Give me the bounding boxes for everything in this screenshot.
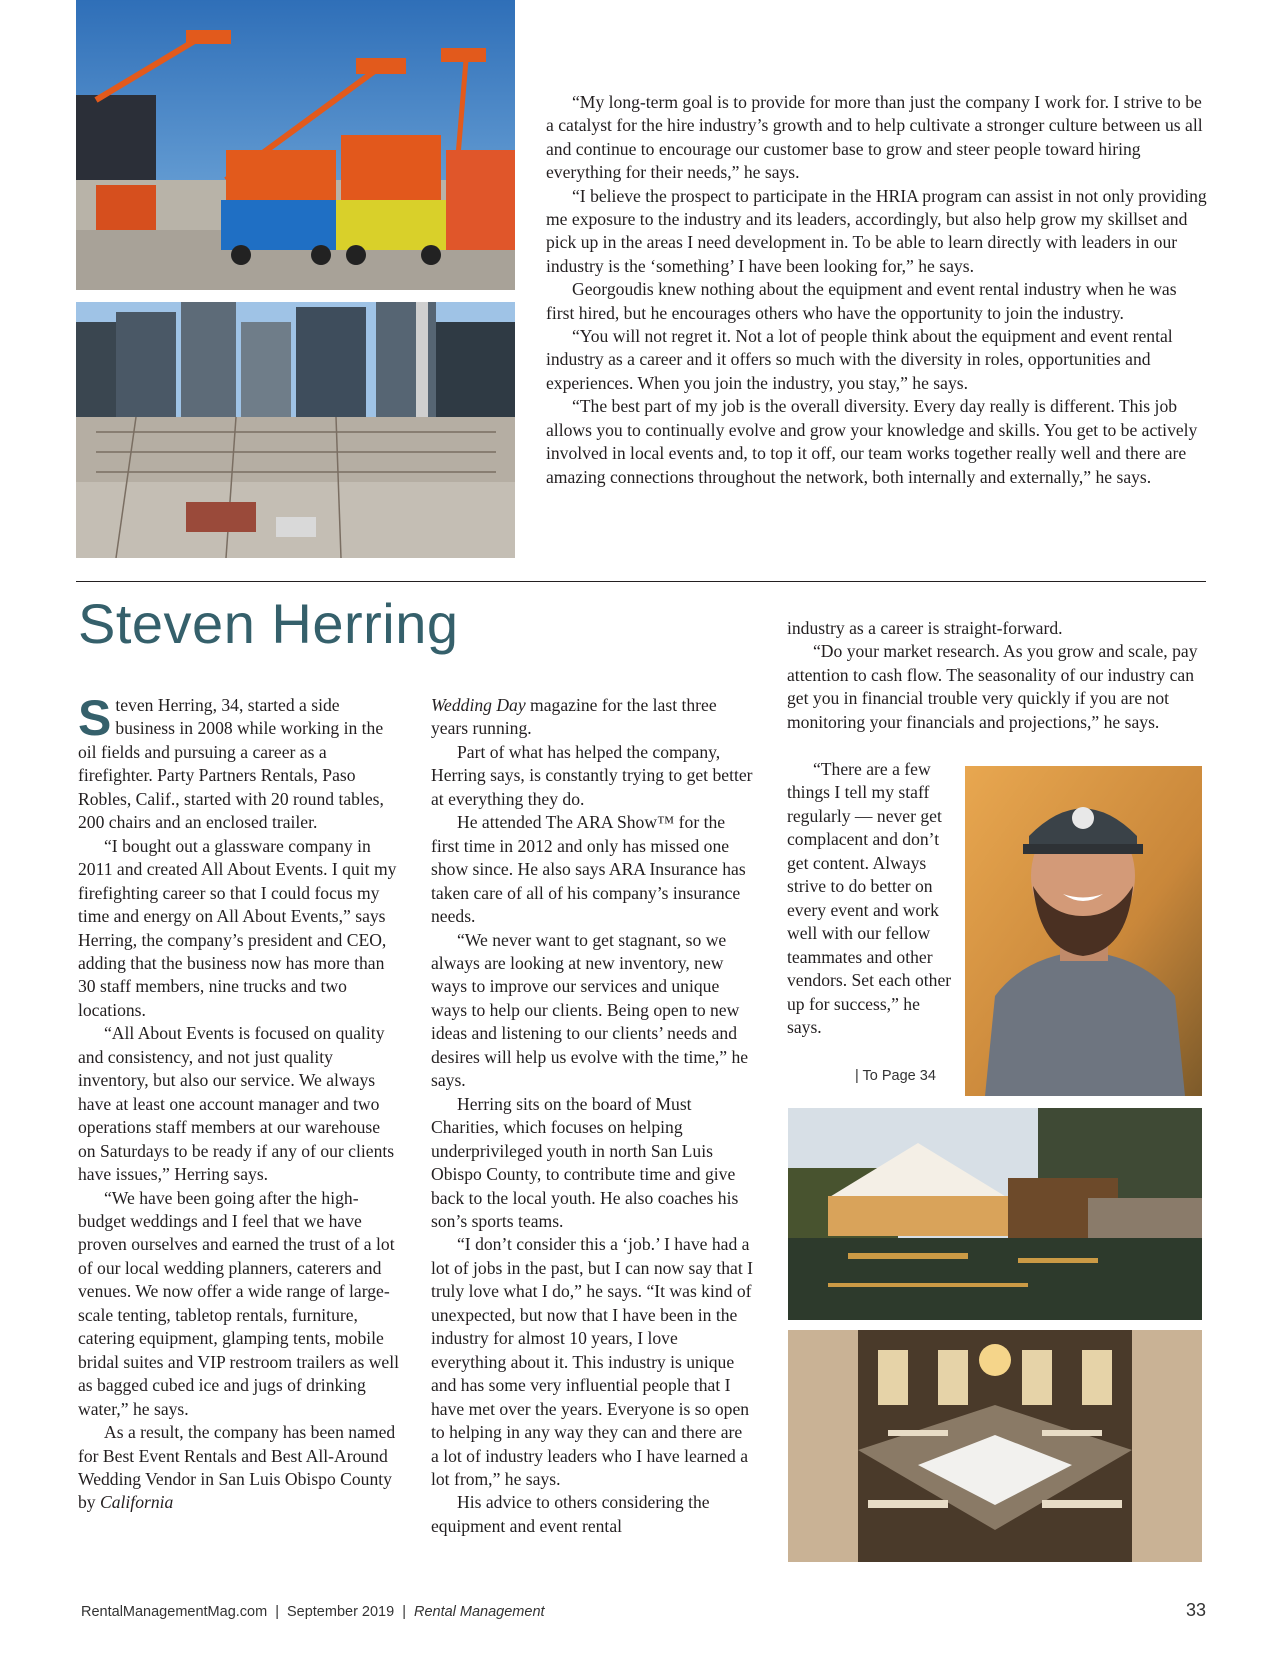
body-paragraph	[431, 694, 753, 741]
ballroom-reception-photo	[788, 1330, 1202, 1562]
page-number: 33	[1186, 1600, 1207, 1620]
aerial-lifts-photo	[76, 0, 515, 290]
body-paragraph: He attended The ARA Show™ for the first time in 2012 and only has missed one show since. He also says ARA Insurance has taken care of all of his company’s insurance needs.	[431, 812, 746, 927]
body-paragraph: “I bought out a glassware company in 2011 and created All About Events. I quit my firefighting career so that I could focus my time and energy on All About Events,” says Herring, the company’s president and CEO, adding that the business now has more than 30 staff members, nine trucks and two locations.	[78, 835, 397, 1020]
top-paragraph: “I believe the prospect to participate in the HRIA program can assist in not only providing me exposure to the industry and its leaders, accordingly, but also help grow my skillset and pick up in the areas I need development in. To be able to learn directly with leaders in our industry is the ‘something’ I have been looking for,” he says.	[546, 185, 1207, 276]
body-paragraph: His advice to others considering the equipment and event rental	[431, 1492, 710, 1536]
footer-separator: |	[402, 1604, 406, 1620]
body-paragraph: “We have been going after the high-budget weddings and I feel that we have proven ourselves and earned the trust of a lot of our local wedding planners, caterers and venues. We now offer a wide range of large-scale tenting, tabletop rentals, furniture, catering equipment, glamping tents, mobile bridal suites and VIP restroom trailers as well as bagged cubed ice and jugs of drinking water,” he says.	[78, 1187, 400, 1419]
previous-profile-continuation	[546, 91, 1208, 489]
drop-cap: S	[78, 690, 112, 746]
construction-site-photo	[76, 302, 515, 558]
page-footer	[81, 1604, 545, 1620]
section-divider	[76, 581, 1206, 582]
body-paragraph: Part of what has helped the company, Herring says, is constantly trying to get better at everything they do.	[431, 741, 753, 809]
article-column-3	[787, 617, 1205, 734]
top-paragraph: Georgoudis knew nothing about the equipment and event rental industry when he was first hired, but he encourages others who have the opportunity to join the industry.	[546, 279, 1177, 323]
body-text: As a result, the company has been named for Best Event Rentals and Best All-Around Wedding Vendor in San Luis Obispo County by	[78, 1422, 396, 1513]
footer-separator: |	[275, 1604, 279, 1620]
top-paragraph: “My long-term goal is to provide for more than just the company I work for. I strive to be a catalyst for the hire industry’s growth and to help cultivate a stronger culture between us all and continue to encourage our customer base to grow and steer people toward hiring everything for their needs,” he says.	[546, 92, 1203, 183]
article-headline: Steven Herring	[78, 592, 459, 655]
body-paragraph: “There are a few things I tell my staff regularly — never get complacent and don’t get content. Always strive to do better on every event and work well with our fellow teammates and other vendors. Set each other up for success,” he says.	[787, 759, 952, 1037]
steven-herring-portrait	[965, 766, 1202, 1096]
article-column-1	[78, 690, 400, 1515]
body-paragraph: “All About Events is focused on quality and consistency, and not just quality inventory, but also our service. We always have at least one account manager and two operations staff members at our warehouse on Saturdays to be ready if any of our clients have issues,” Herring says.	[78, 1023, 395, 1185]
event-tent-photo	[788, 1108, 1202, 1320]
body-paragraph: industry as a career is straight-forward.	[787, 618, 1063, 638]
body-paragraph	[78, 1421, 400, 1515]
footer-site[interactable]: RentalManagementMag.com	[81, 1604, 268, 1620]
body-paragraph: Herring sits on the board of Must Charities, which focuses on helping underprivileged youth in north San Luis Obispo County, to contribute time and give back to the local youth. He also coaches his son’s sports teams.	[431, 1093, 739, 1231]
footer-date: September 2019	[286, 1604, 395, 1620]
body-paragraph: “I don’t consider this a ‘job.’ I have had a lot of jobs in the past, but I can now say that I truly love what I do,” he says. “It was kind of unexpected, but now that I have been in the industry for almost 10 years, I love everything about it. This industry is unique and has some very influential people that I have met over the years. Everyone is so open to helping in any way they can and there are a lot of industry leaders who I have learned a lot from,” he says.	[431, 1234, 754, 1489]
magazine-name: California	[100, 1492, 174, 1513]
body-paragraph: “Do your market research. As you grow and scale, pay attention to cash flow. The seasonality of our industry can get you in financial trouble very quickly if you are not monitoring your financials and projections,” he says.	[787, 641, 1198, 732]
lead-text: teven Herring, 34, started a side business in 2008 while working in the oil fields and pursuing a career as a firefighter. Party Partners Rentals, Paso Robles, Calif., started with 20 round tables, 200 chairs and an enclosed trailer.	[78, 695, 384, 833]
footer-magazine: Rental Management	[413, 1604, 545, 1620]
body-paragraph: “We never want to get stagnant, so we always are looking at new inventory, new ways to improve our services and unique ways to help our clients. Being open to new ideas and listening to our clients’ needs and desires will help us evolve with the time,” he says.	[431, 929, 749, 1091]
top-paragraph: “You will not regret it. Not a lot of people think about the equipment and event rental industry as a career and it offers so much with the diversity in roles, opportunities and experiences. When you join the industry, you stay,” he says.	[546, 326, 1173, 393]
article-column-2	[431, 694, 753, 1538]
article-column-3-wrap	[787, 758, 957, 1039]
continuation-jump[interactable]: | To Page 34	[855, 1068, 936, 1084]
magazine-name: Wedding Day	[431, 695, 526, 715]
lead-paragraph	[78, 690, 400, 835]
top-paragraph: “The best part of my job is the overall diversity. Every day really is different. This job allows you to continually evolve and grow your knowledge and skills. You get to be actively involved in local events and, to top it off, our team works together really well and there are amazing connections throughout the network, both internally and externally,” he says.	[546, 396, 1198, 487]
body-text: magazine for the last three years running.	[431, 695, 717, 739]
